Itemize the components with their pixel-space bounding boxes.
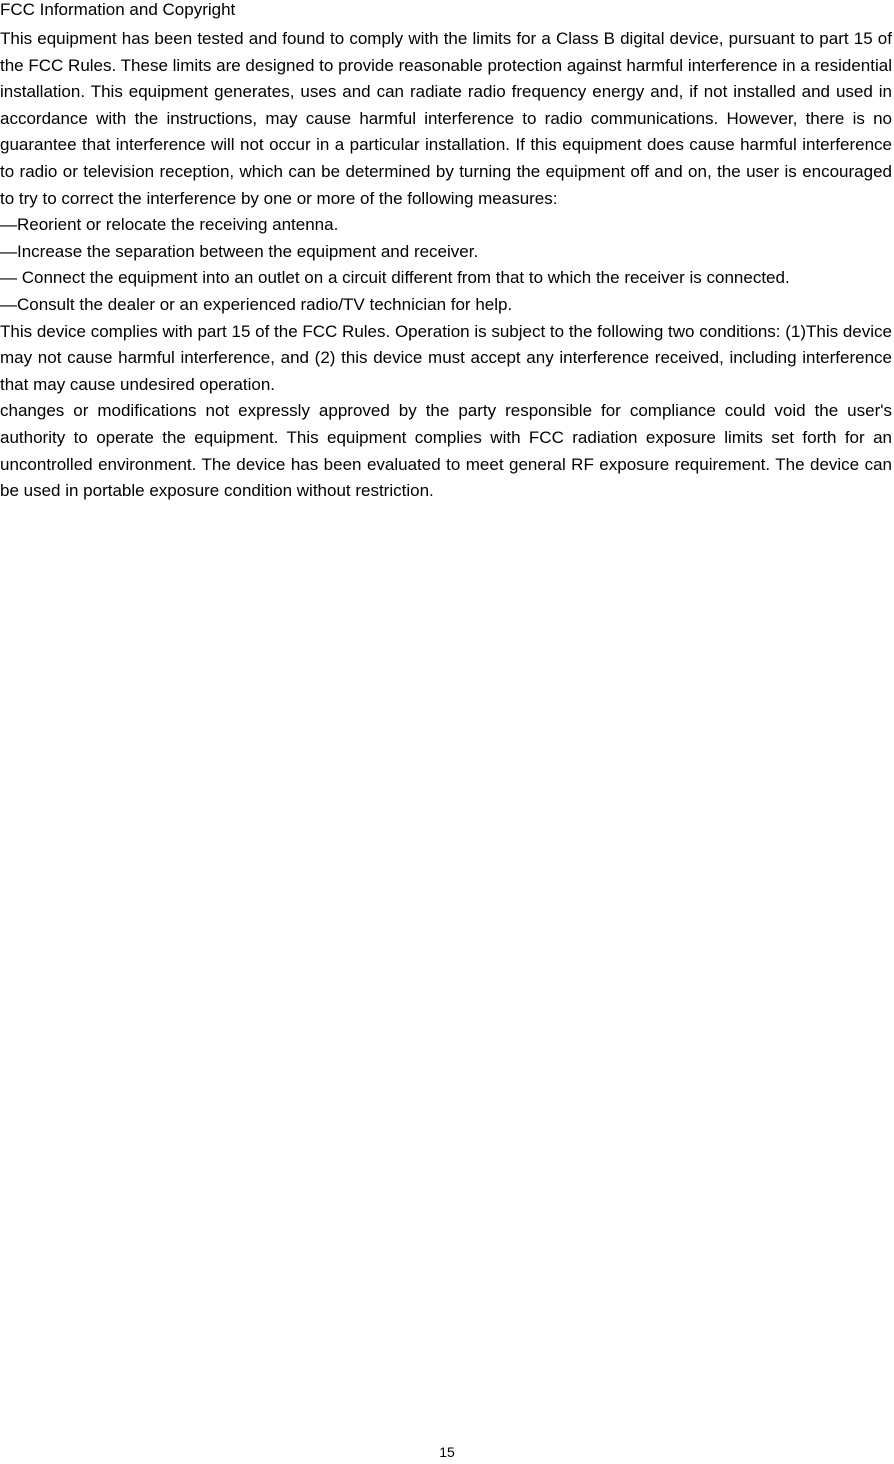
part15-conditions-paragraph: This device complies with part 15 of the FCC Rules. Operation is subject to the following two conditions: (1)This device may not cause harmful interference, and (2) this device must accept any interference received, including interference that may cause undesired operation. [0,321,892,394]
document-body [0,0,892,505]
dash-bullet: — [0,294,17,314]
measure-item-connect-outlet [0,265,892,292]
rf-exposure-paragraph: changes or modifications not expressly approved by the party responsible for compliance could void the user's authority to operate the equipment. This equipment complies with FCC radiation exposure limits set forth for an uncontrolled environment. The device has been evaluated to meet general RF exposure requirement. The device can be used in portable exposure condition without restriction. [0,401,892,501]
dash-bullet: — [0,215,17,235]
measure-item-consult-dealer [0,292,892,319]
measure-text: Increase the separation between the equipment and receiver. [17,241,479,261]
measure-text: Reorient or relocate the receiving antenna. [17,215,339,235]
measure-text: Consult the dealer or an experienced radio/TV technician for help. [17,294,513,314]
dash-bullet: — [0,268,17,288]
measure-item-reorient [0,212,892,239]
fcc-compliance-paragraph: This equipment has been tested and found to comply with the limits for a Class B digital device, pursuant to part 15 of the FCC Rules. These limits are designed to provide reasonable protection against harmful interference in a residential installation. This equipment generates, uses and can radiate radio frequency energy and, if not installed and used in accordance with the instructions, may cause harmful interference to radio communications. However, there is no guarantee that interference will not occur in a particular installation. If this equipment does cause harmful interference to radio or television reception, which can be determined by turning the equipment off and on, the user is encouraged to try to correct the interference by one or more of the following measures: [0,29,892,208]
measure-item-increase-separation [0,239,892,266]
page-number: 15 [439,1444,455,1460]
dash-bullet: — [0,241,17,261]
section-heading: FCC Information and Copyright [0,0,236,19]
measure-text: Connect the equipment into an outlet on a circuit different from that to which the receiver is connected. [17,268,790,288]
